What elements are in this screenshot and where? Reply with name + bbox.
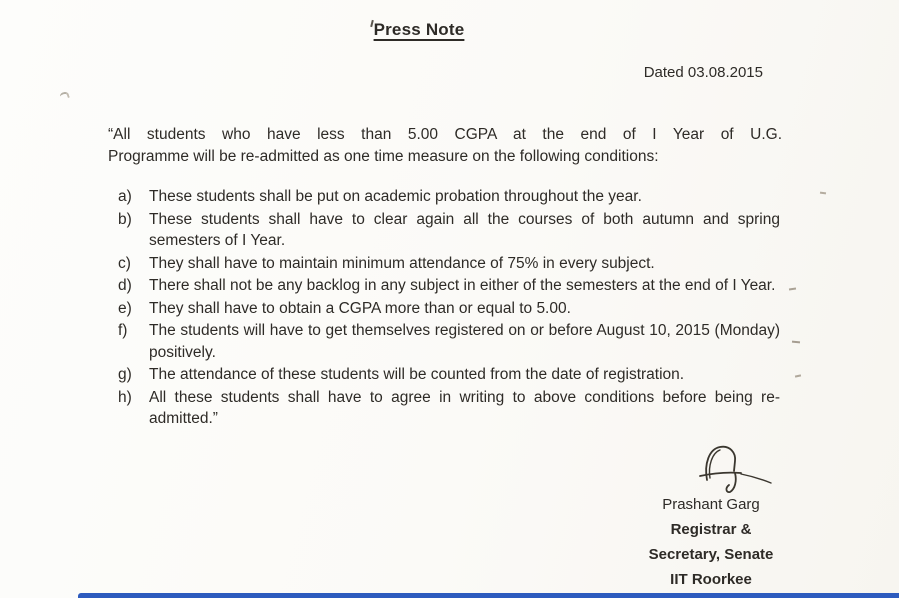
page-title bbox=[0, 20, 838, 40]
scan-artifact bbox=[59, 91, 70, 100]
list-item-text: The students will have to get themselves registered on or before August 10, 2015 (Monday) positively. bbox=[149, 322, 780, 361]
list-item bbox=[118, 320, 780, 363]
signatory-role-1: Registrar & bbox=[670, 521, 752, 538]
list-item-label: g) bbox=[118, 366, 132, 383]
signatory-name: Prashant Garg bbox=[662, 496, 760, 513]
intro-line-2: Programme will be re-admitted as one time measure on the following conditions: bbox=[108, 147, 659, 165]
page-title-text: Press Note bbox=[373, 20, 465, 39]
list-item-label: a) bbox=[118, 188, 132, 205]
scan-edge-strip bbox=[78, 593, 899, 598]
scan-artifact bbox=[820, 192, 826, 195]
intro-paragraph bbox=[108, 124, 782, 167]
list-item-text: All these students shall have to agree in writing to above conditions before being re-admitted.” bbox=[149, 388, 780, 427]
intro-line-1: “All students who have less than 5.00 CGPA at the end of I Year of U.G. bbox=[108, 126, 782, 143]
signature-scribble-icon bbox=[696, 444, 774, 498]
list-item-text: These students shall have to clear again all the courses of both autumn and spring semesters of I Year. bbox=[149, 210, 780, 249]
signature-block bbox=[628, 492, 794, 592]
conditions-list bbox=[118, 186, 780, 431]
list-item-text: The attendance of these students will be counted from the date of registration. bbox=[149, 366, 685, 383]
list-item bbox=[118, 209, 780, 252]
list-item-text: These students shall be put on academic probation throughout the year. bbox=[149, 188, 642, 205]
scan-artifact bbox=[789, 288, 796, 291]
list-item-label: d) bbox=[118, 277, 132, 294]
list-item bbox=[118, 298, 780, 320]
list-item bbox=[118, 275, 780, 297]
list-item bbox=[118, 253, 780, 275]
list-item-label: f) bbox=[118, 322, 128, 339]
list-item-label: e) bbox=[118, 299, 132, 317]
list-item-label: b) bbox=[118, 210, 132, 228]
signatory-org: IIT Roorkee bbox=[670, 571, 752, 588]
date-line: Dated 03.08.2015 bbox=[643, 64, 763, 81]
list-item-text: There shall not be any backlog in any subject in either of the semesters at the end of I Year. bbox=[149, 277, 776, 294]
list-item-text: They shall have to maintain minimum attendance of 75% in every subject. bbox=[149, 254, 655, 272]
list-item-text: They shall have to obtain a CGPA more than or equal to 5.00. bbox=[149, 299, 571, 317]
list-item-label: h) bbox=[118, 388, 132, 406]
scan-artifact bbox=[792, 341, 800, 344]
list-item bbox=[118, 186, 780, 208]
list-item-label: c) bbox=[118, 254, 131, 272]
signatory-role-2: Secretary, Senate bbox=[648, 546, 774, 563]
scan-artifact bbox=[795, 374, 801, 377]
list-item bbox=[118, 387, 780, 430]
list-item bbox=[118, 364, 780, 386]
